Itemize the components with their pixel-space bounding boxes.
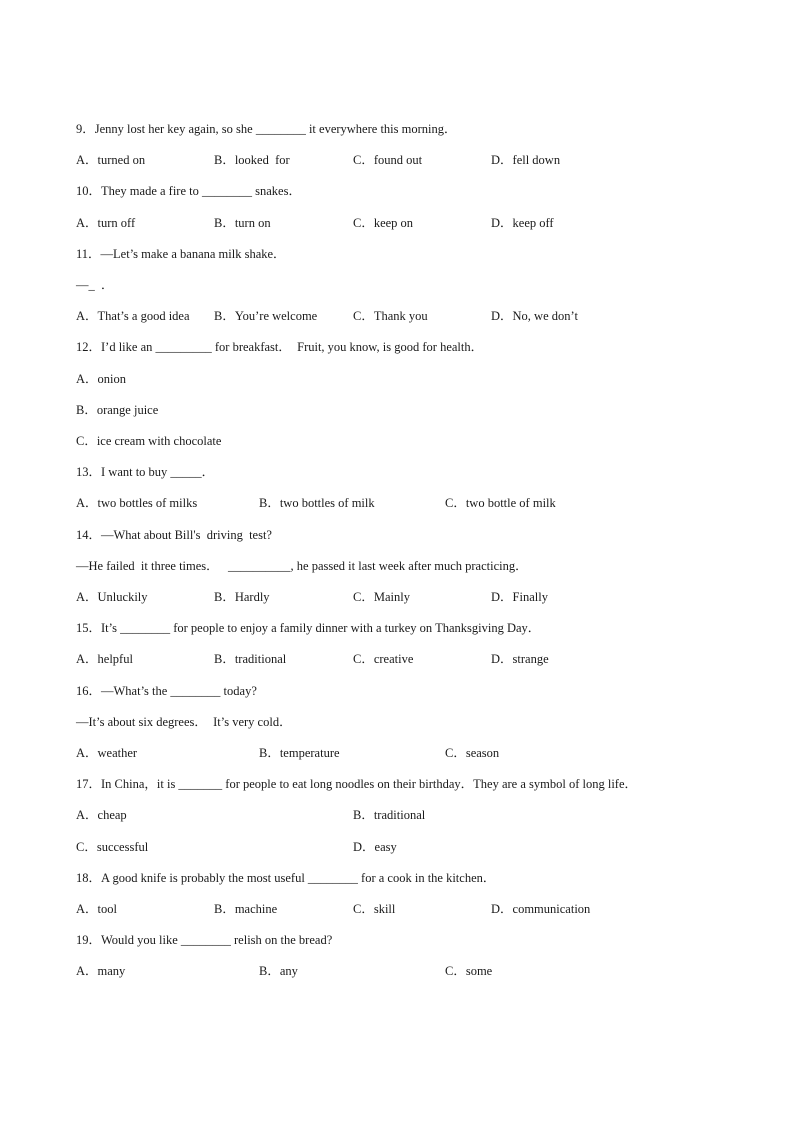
question-17-option-c: C．successful [76, 840, 149, 854]
question-16-option-c: C．season [445, 746, 500, 760]
question-11-stem: 11．—Let’s make a banana milk shake． [76, 247, 286, 261]
question-14-option-a: A．Unluckily [76, 590, 148, 604]
question-19-option-c: C．some [445, 964, 493, 978]
question-17-option-b: B．traditional [353, 808, 426, 822]
question-10-option-d: D．keep off [491, 216, 554, 230]
question-12-option-c: C．ice cream with chocolate [76, 434, 222, 448]
question-18-option-c: C．skill [353, 902, 396, 916]
question-9-option-c: C．found out [353, 153, 423, 167]
question-13-stem: 13．I want to buy _____． [76, 465, 215, 479]
question-18-option-d: D．communication [491, 902, 591, 916]
question-9-stem: 9．Jenny lost her key again, so she ________ it everywhere this morning． [76, 122, 457, 136]
question-13-option-a: A．two bottles of milks [76, 496, 198, 510]
question-15-option-b: B．traditional [214, 652, 287, 666]
question-15-option-a: A．helpful [76, 652, 133, 666]
question-14-option-d: D．Finally [491, 590, 548, 604]
question-15-stem: 15．It’s ________ for people to enjoy a family dinner with a turkey on Thanksgiving Day． [76, 621, 541, 635]
question-14-stem: 14．—What about Bill's driving test? [76, 528, 272, 542]
question-9-option-b: B．looked for [214, 153, 290, 167]
question-12-stem: 12．I’d like an _________ for breakfast． Fruit, you know, is good for health． [76, 340, 484, 354]
question-12-option-a: A．onion [76, 372, 127, 386]
question-9-option-a: A．turned on [76, 153, 146, 167]
question-10-option-c: C．keep on [353, 216, 414, 230]
question-19-option-b: B．any [259, 964, 298, 978]
question-18-option-b: B．machine [214, 902, 278, 916]
question-15-option-d: D．strange [491, 652, 549, 666]
question-11-reply: —_ ． [76, 278, 114, 292]
question-14-option-c: C．Mainly [353, 590, 410, 604]
question-17-option-d: D．easy [353, 840, 397, 854]
question-11-option-b: B．You’re welcome [214, 309, 318, 323]
question-11-option-c: C．Thank you [353, 309, 428, 323]
question-11-option-a: A．That’s a good idea [76, 309, 190, 323]
question-13-option-c: C．two bottle of milk [445, 496, 556, 510]
question-19-option-a: A．many [76, 964, 126, 978]
question-9-option-d: D．fell down [491, 153, 561, 167]
question-18-option-a: A．tool [76, 902, 117, 916]
question-17-option-a: A．cheap [76, 808, 127, 822]
question-15-option-c: C．creative [353, 652, 414, 666]
question-14-option-b: B．Hardly [214, 590, 270, 604]
question-16-option-b: B．temperature [259, 746, 340, 760]
question-16-option-a: A．weather [76, 746, 138, 760]
question-11-option-d: D．No, we don’t [491, 309, 578, 323]
question-10-option-b: B．turn on [214, 216, 271, 230]
question-10-option-a: A．turn off [76, 216, 136, 230]
question-19-stem: 19．Would you like ________ relish on the bread? [76, 933, 333, 947]
question-16-reply: —It’s about six degrees． It’s very cold． [76, 715, 292, 729]
question-13-option-b: B．two bottles of milk [259, 496, 375, 510]
question-18-stem: 18．A good knife is probably the most useful ________ for a cook in the kitchen． [76, 871, 496, 885]
question-16-stem: 16．—What’s the ________ today? [76, 684, 257, 698]
question-17-stem: 17．In China，it is _______ for people to eat long noodles on their birthday．They are a symbol of long life． [76, 777, 638, 791]
question-14-reply: —He failed it three times． __________, he passed it last week after much practicing． [76, 559, 528, 573]
question-12-option-b: B．orange juice [76, 403, 159, 417]
question-10-stem: 10．They made a fire to ________ snakes． [76, 184, 301, 198]
